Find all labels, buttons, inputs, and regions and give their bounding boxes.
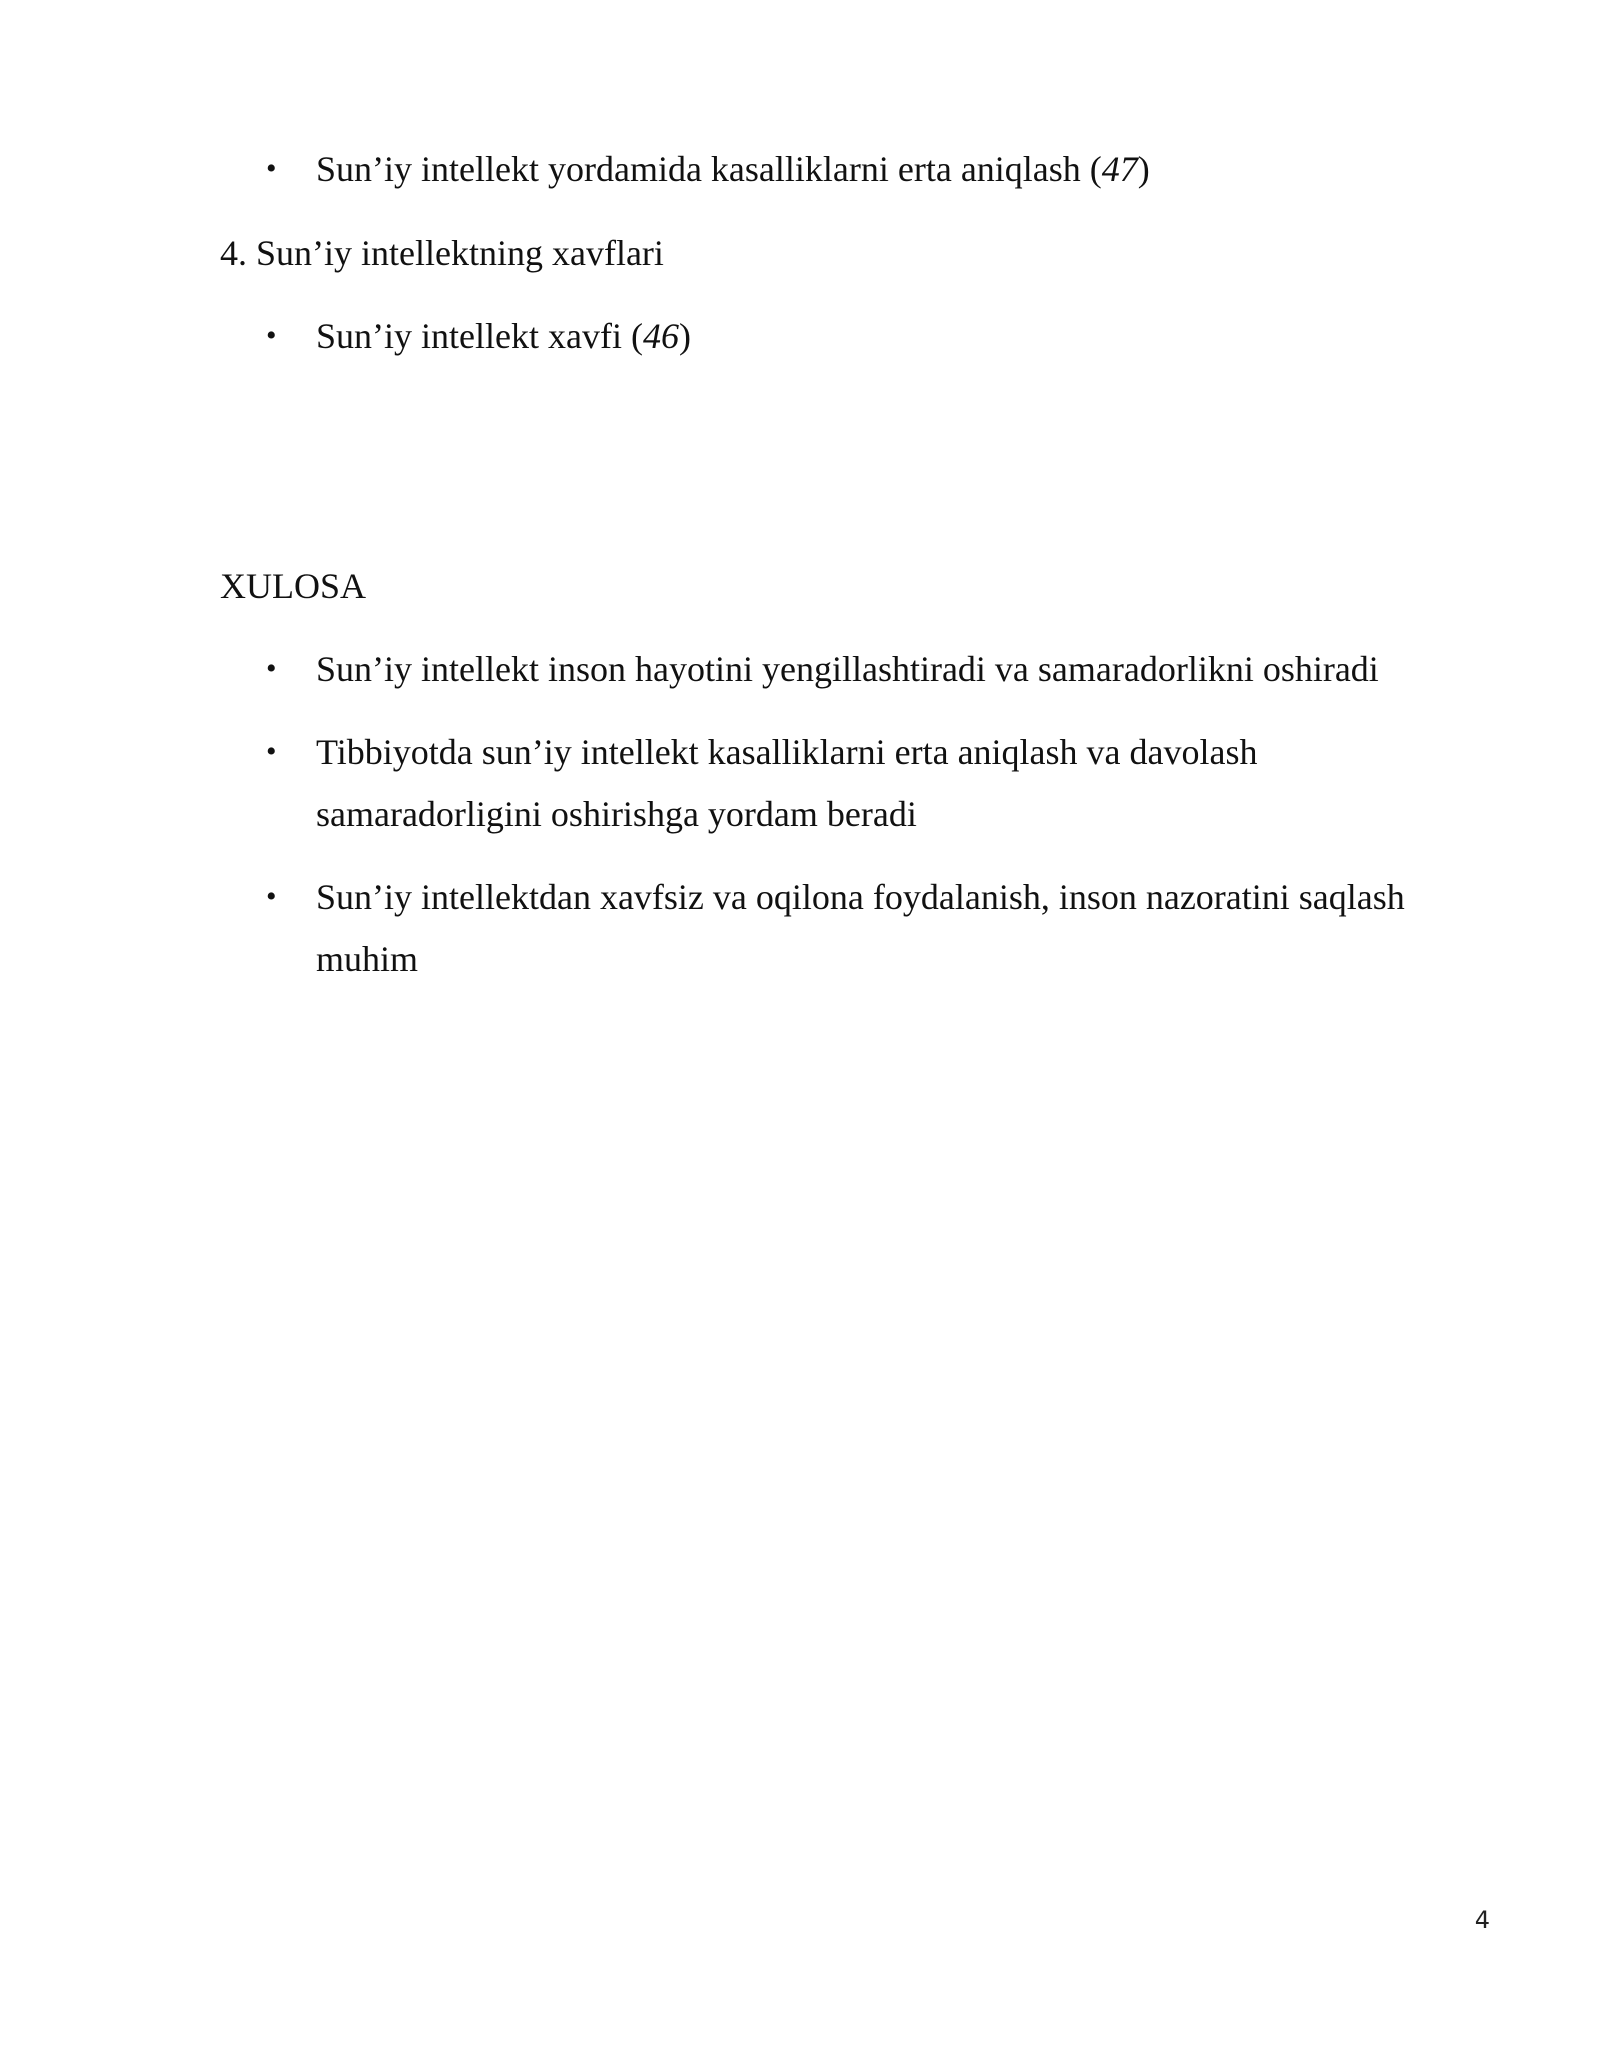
section-heading: 4. Sun’iy intellektning xavflari xyxy=(220,233,664,273)
citation-close: ) xyxy=(1137,149,1150,189)
bullet-marker: • xyxy=(266,319,277,352)
list-item xyxy=(316,305,1456,367)
bullet-marker: • xyxy=(266,735,277,768)
list-item-text: Sun’iy intellekt yordamida kasalliklarni erta aniqlash ( xyxy=(316,149,1102,189)
bullet-marker: • xyxy=(266,880,277,913)
citation-ref: 46 xyxy=(642,316,679,356)
bullet-marker: • xyxy=(266,652,277,685)
bullet-marker: • xyxy=(266,152,277,185)
citation-ref: 47 xyxy=(1101,149,1138,189)
conclusion-item: Sun’iy intellektdan xavfsiz va oqilona foydalanish, inson nazoratini saqlash muhim xyxy=(316,877,1405,979)
page-number: 4 xyxy=(1474,1906,1490,1934)
list-item xyxy=(316,138,1456,200)
conclusion-item: Tibbiyotda sun’iy intellekt kasalliklarni erta aniqlash va davolash samaradorligini oshirishga yordam beradi xyxy=(316,732,1258,834)
conclusion-heading: XULOSA xyxy=(220,566,367,606)
citation-close: ) xyxy=(678,316,691,356)
list-item-text: Sun’iy intellekt xavfi ( xyxy=(316,316,643,356)
conclusion-item: Sun’iy intellekt inson hayotini yengillashtiradi va samaradorlikni oshiradi xyxy=(316,649,1379,689)
